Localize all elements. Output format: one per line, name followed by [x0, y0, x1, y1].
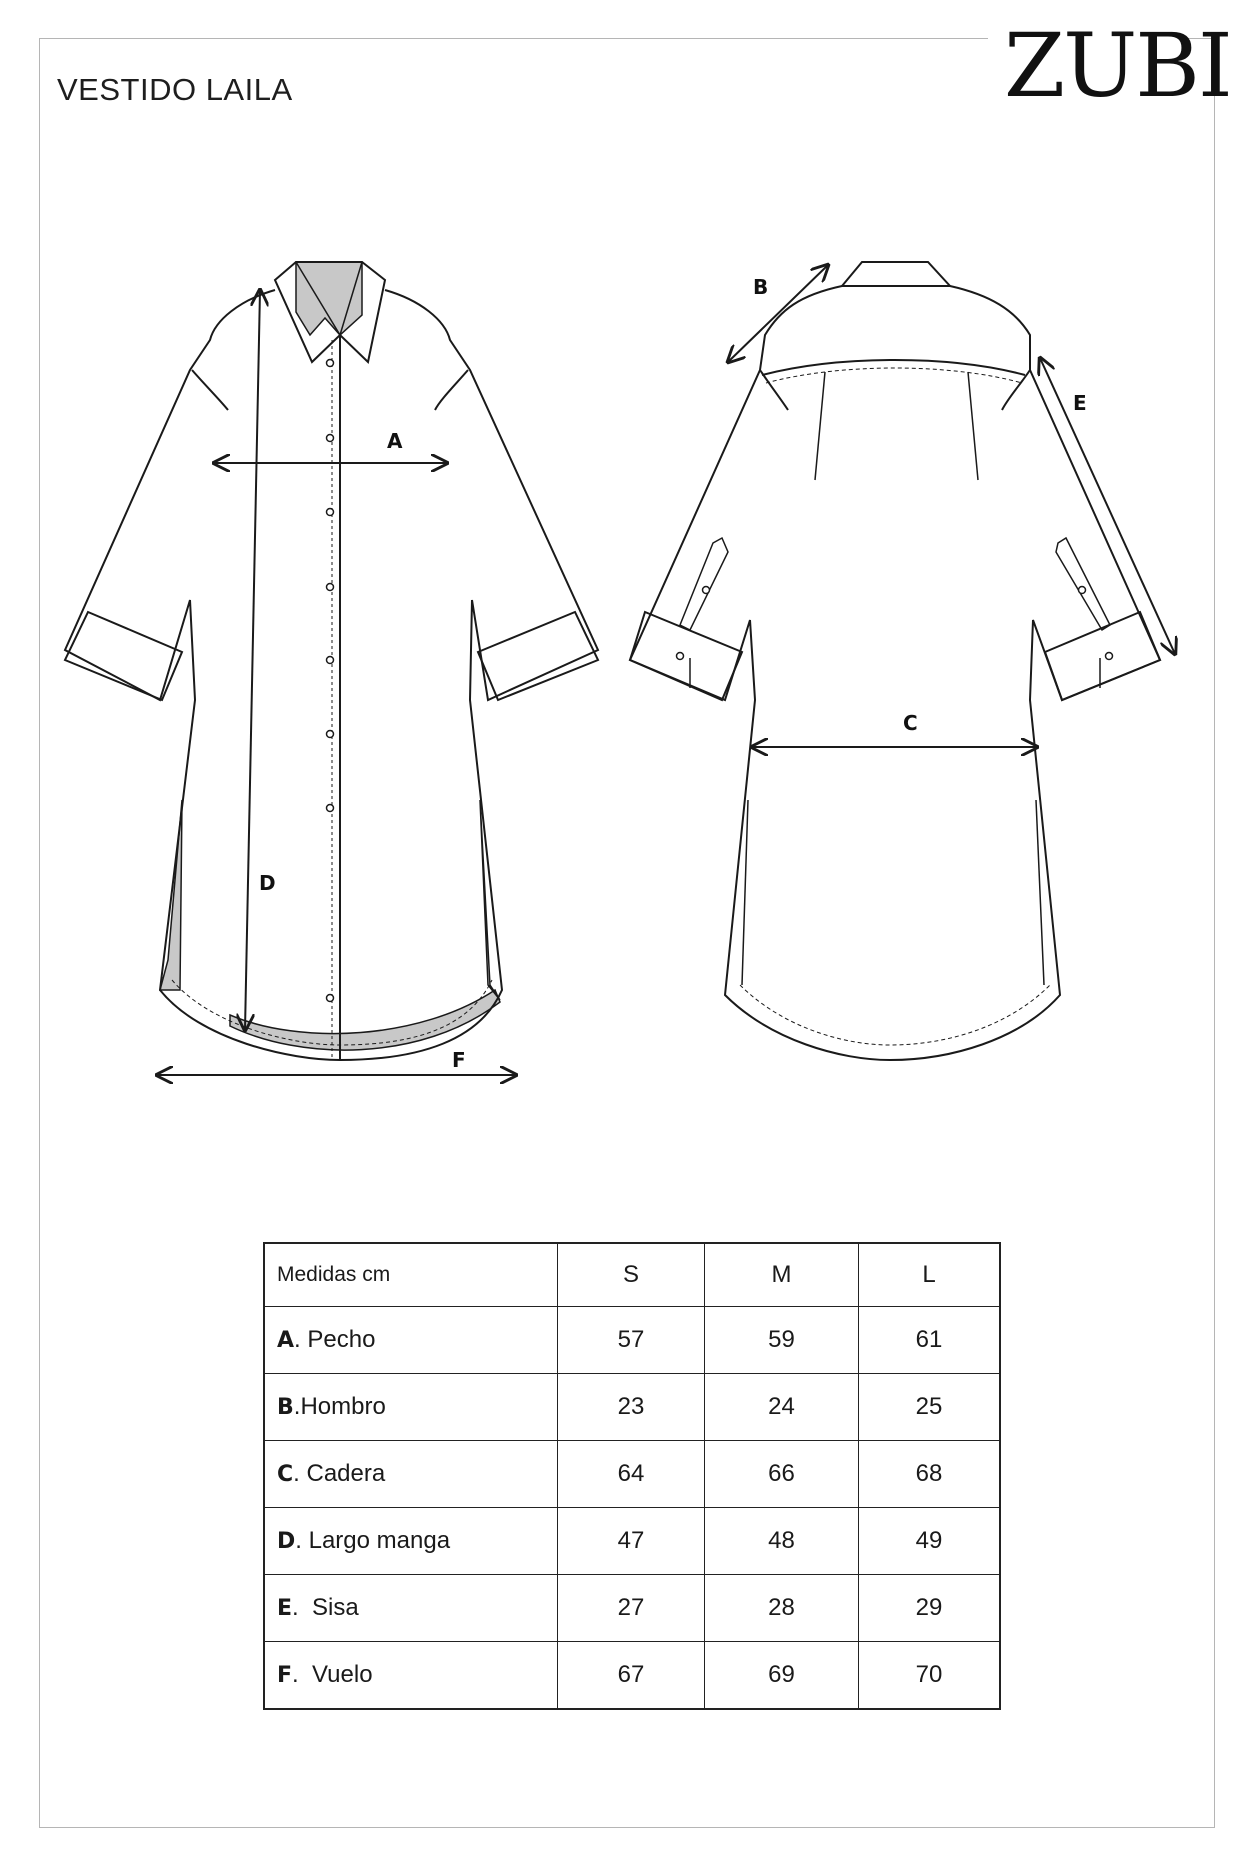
row-measure-name: Sisa — [312, 1594, 359, 1621]
cell-value: 28 — [705, 1575, 859, 1642]
row-letter: E — [277, 1596, 293, 1621]
table-row — [264, 1374, 1000, 1441]
row-letter: A — [277, 1328, 295, 1353]
row-measure-name: Pecho — [307, 1326, 376, 1353]
cell-value: 57 — [558, 1307, 705, 1374]
brand-logo: ZUBI — [1004, 14, 1231, 117]
cell-value: 70 — [859, 1642, 1001, 1710]
table-row — [264, 1642, 1000, 1710]
cell-value: 29 — [859, 1575, 1001, 1642]
cell-value: 66 — [705, 1441, 859, 1508]
row-separator: . — [295, 1527, 309, 1554]
cell-value: 68 — [859, 1441, 1001, 1508]
cell-value: 64 — [558, 1441, 705, 1508]
cell-value: 48 — [705, 1508, 859, 1575]
row-label — [264, 1307, 558, 1374]
measure-label-f: F — [452, 1048, 466, 1072]
cell-value: 23 — [558, 1374, 705, 1441]
table-row — [264, 1307, 1000, 1374]
row-letter: F — [277, 1663, 293, 1688]
row-separator: . — [292, 1661, 313, 1688]
table-row — [264, 1508, 1000, 1575]
cell-value: 69 — [705, 1642, 859, 1710]
row-separator: . — [294, 1326, 308, 1353]
cell-value: 59 — [705, 1307, 859, 1374]
cell-value: 49 — [859, 1508, 1001, 1575]
measure-label-e: E — [1073, 391, 1087, 415]
row-measure-name: Hombro — [300, 1393, 386, 1420]
row-measure-name: Largo manga — [308, 1527, 451, 1554]
row-label — [264, 1508, 558, 1575]
row-measure-name: Cadera — [306, 1460, 386, 1487]
row-label — [264, 1575, 558, 1642]
measure-label-b: B — [753, 275, 769, 299]
table-header-size-m: M — [705, 1243, 859, 1307]
cell-value: 61 — [859, 1307, 1001, 1374]
table-row — [264, 1575, 1000, 1642]
cell-value: 27 — [558, 1575, 705, 1642]
measure-label-c: C — [903, 711, 918, 735]
table-header-size-l: L — [859, 1243, 1001, 1307]
row-label — [264, 1441, 558, 1508]
back-measure-arrows — [728, 265, 1175, 747]
measure-label-a: A — [387, 429, 403, 453]
table-row — [264, 1441, 1000, 1508]
product-title: VESTIDO LAILA — [57, 72, 293, 107]
row-separator: . — [292, 1594, 313, 1621]
row-label — [264, 1374, 558, 1441]
cell-value: 25 — [859, 1374, 1001, 1441]
back-dress-drawing — [630, 262, 1160, 1060]
row-separator: . — [293, 1393, 301, 1420]
cell-value: 47 — [558, 1508, 705, 1575]
size-table — [263, 1242, 1001, 1710]
row-letter: C — [277, 1462, 294, 1487]
table-header-row — [264, 1243, 1000, 1307]
row-measure-name: Vuelo — [312, 1661, 373, 1688]
table-header-measure: Medidas cm — [264, 1243, 558, 1307]
row-separator: . — [293, 1460, 307, 1487]
row-label — [264, 1642, 558, 1710]
cell-value: 67 — [558, 1642, 705, 1710]
front-measure-arrows — [157, 290, 516, 1075]
row-letter: D — [277, 1529, 296, 1554]
cell-value: 24 — [705, 1374, 859, 1441]
measure-label-d: D — [259, 871, 276, 895]
row-letter: B — [277, 1395, 294, 1420]
table-header-size-s: S — [558, 1243, 705, 1307]
